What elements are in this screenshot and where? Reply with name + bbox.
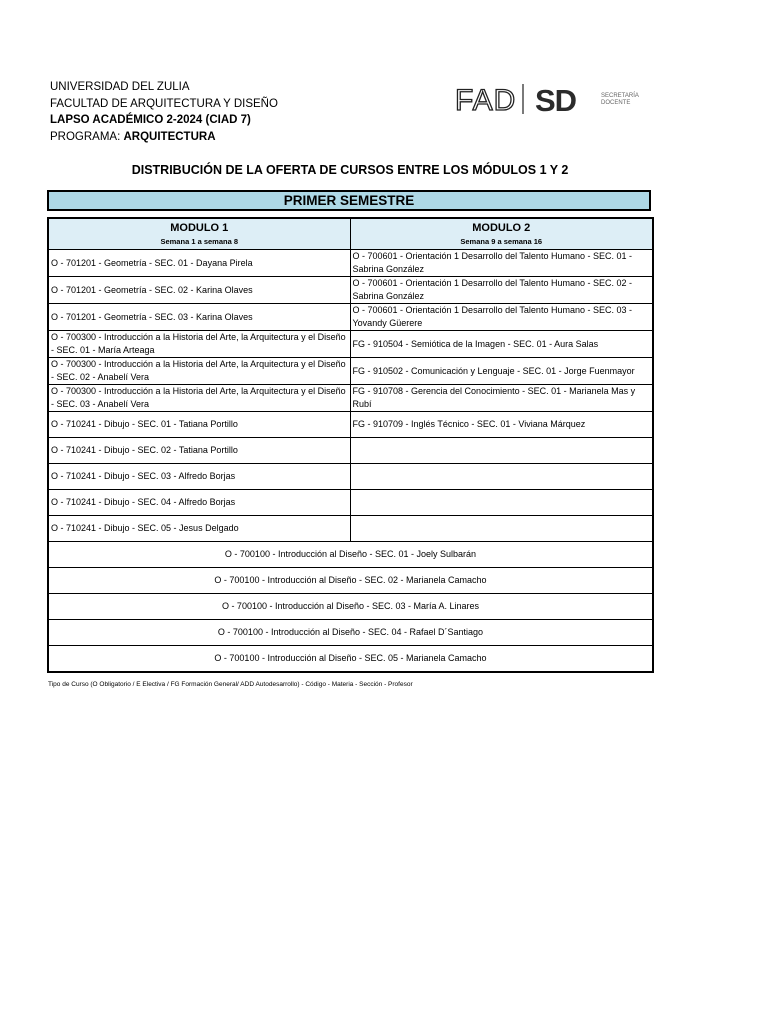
module-1-cell: O - 700300 - Introducción a la Historia del Arte, la Arquitectura y el Diseño - SEC. 03 - Anabelí Vera xyxy=(48,385,350,412)
logo-caption-line1: SECRETARÍA xyxy=(601,93,639,99)
full-width-cell: O - 700100 - Introducción al Diseño - SEC. 02 - Marianela Camacho xyxy=(48,568,653,594)
fad-logo-text: FAD xyxy=(455,84,517,116)
module-2-cell: FG - 910708 - Gerencia del Conocimiento - SEC. 01 - Marianela Mas y Rubí xyxy=(350,385,653,412)
module-2-cell: O - 700601 - Orientación 1 Desarrollo del Talento Humano - SEC. 01 - Sabrina González xyxy=(350,250,653,277)
module-1-cell: O - 710241 - Dibujo - SEC. 03 - Alfredo Borjas xyxy=(48,464,350,490)
faculty-logo xyxy=(455,82,655,116)
table-row xyxy=(48,358,653,385)
module-header-row xyxy=(48,218,653,250)
table-row xyxy=(48,516,653,542)
module-weeks: Semana 1 a semana 8 xyxy=(160,236,239,246)
academic-period: LAPSO ACADÉMICO 2-2024 (CIAD 7) xyxy=(50,114,251,126)
module-2-header xyxy=(350,218,653,250)
module-2-cell xyxy=(350,516,653,542)
logo-caption-line2: DOCENTE xyxy=(601,100,631,106)
module-1-cell: O - 710241 - Dibujo - SEC. 01 - Tatiana Portillo xyxy=(48,412,350,438)
table-row xyxy=(48,594,653,620)
module-title: MODULO 1 xyxy=(170,221,229,234)
table-row xyxy=(48,250,653,277)
semester-banner: PRIMER SEMESTRE xyxy=(47,190,651,211)
module-2-cell: O - 700601 - Orientación 1 Desarrollo del Talento Humano - SEC. 02 - Sabrina González xyxy=(350,277,653,304)
table-row xyxy=(48,304,653,331)
program-value: ARQUITECTURA xyxy=(123,130,216,143)
module-1-cell: O - 701201 - Geometría - SEC. 02 - Karina Olaves xyxy=(48,277,350,304)
header-info xyxy=(50,79,278,145)
table-row xyxy=(48,646,653,673)
document-title: DISTRIBUCIÓN DE LA OFERTA DE CURSOS ENTRE LOS MÓDULOS 1 Y 2 xyxy=(131,163,569,177)
module-title: MODULO 2 xyxy=(472,221,531,234)
table-row xyxy=(48,464,653,490)
university-name: UNIVERSIDAD DEL ZULIA xyxy=(50,81,190,93)
course-table xyxy=(47,217,654,673)
module-1-header xyxy=(48,218,350,250)
module-1-cell: O - 700300 - Introducción a la Historia del Arte, la Arquitectura y el Diseño - SEC. 02 - Anabelí Vera xyxy=(48,358,350,385)
module-2-cell xyxy=(350,464,653,490)
module-1-cell: O - 710241 - Dibujo - SEC. 02 - Tatiana Portillo xyxy=(48,438,350,464)
table-row xyxy=(48,438,653,464)
module-2-cell xyxy=(350,490,653,516)
module-weeks: Semana 9 a semana 16 xyxy=(460,236,543,246)
full-width-cell: O - 700100 - Introducción al Diseño - SEC. 01 - Joely Sulbarán xyxy=(48,542,653,568)
module-2-cell xyxy=(350,438,653,464)
program-line xyxy=(50,129,278,146)
sd-logo-text: SD xyxy=(535,83,577,116)
table-row xyxy=(48,568,653,594)
table-row xyxy=(48,620,653,646)
module-1-cell: O - 710241 - Dibujo - SEC. 04 - Alfredo Borjas xyxy=(48,490,350,516)
table-row xyxy=(48,412,653,438)
table-row xyxy=(48,542,653,568)
full-width-cell: O - 700100 - Introducción al Diseño - SEC. 04 - Rafael D´Santiago xyxy=(48,620,653,646)
table-row xyxy=(48,490,653,516)
table-row xyxy=(48,385,653,412)
module-2-cell: O - 700601 - Orientación 1 Desarrollo del Talento Humano - SEC. 03 - Yovandy Güerere xyxy=(350,304,653,331)
full-width-cell: O - 700100 - Introducción al Diseño - SEC. 03 - María A. Linares xyxy=(48,594,653,620)
footnote: Tipo de Curso (O Obligatorio / E Electiva / FG Formación General/ ADD Autodesarrollo) - Código - Materia - Sección - Profesor xyxy=(48,681,413,688)
faculty-name: FACULTAD DE ARQUITECTURA Y DISEÑO xyxy=(50,97,278,110)
module-1-cell: O - 700300 - Introducción a la Historia del Arte, la Arquitectura y el Diseño - SEC. 01 - María Arteaga xyxy=(48,331,350,358)
full-width-cell: O - 700100 - Introducción al Diseño - SEC. 05 - Marianela Camacho xyxy=(48,646,653,673)
module-2-cell: FG - 910504 - Semiótica de la Imagen - SEC. 01 - Aura Salas xyxy=(350,331,653,358)
table-row xyxy=(48,331,653,358)
module-2-cell: FG - 910502 - Comunicación y Lenguaje - SEC. 01 - Jorge Fuenmayor xyxy=(350,358,653,385)
table-row xyxy=(48,277,653,304)
module-2-cell: FG - 910709 - Inglés Técnico - SEC. 01 - Viviana Márquez xyxy=(350,412,653,438)
program-label: PROGRAMA: xyxy=(50,130,121,143)
module-1-cell: O - 701201 - Geometría - SEC. 03 - Karina Olaves xyxy=(48,304,350,331)
module-1-cell: O - 710241 - Dibujo - SEC. 05 - Jesus Delgado xyxy=(48,516,350,542)
module-1-cell: O - 701201 - Geometría - SEC. 01 - Dayana Pirela xyxy=(48,250,350,277)
